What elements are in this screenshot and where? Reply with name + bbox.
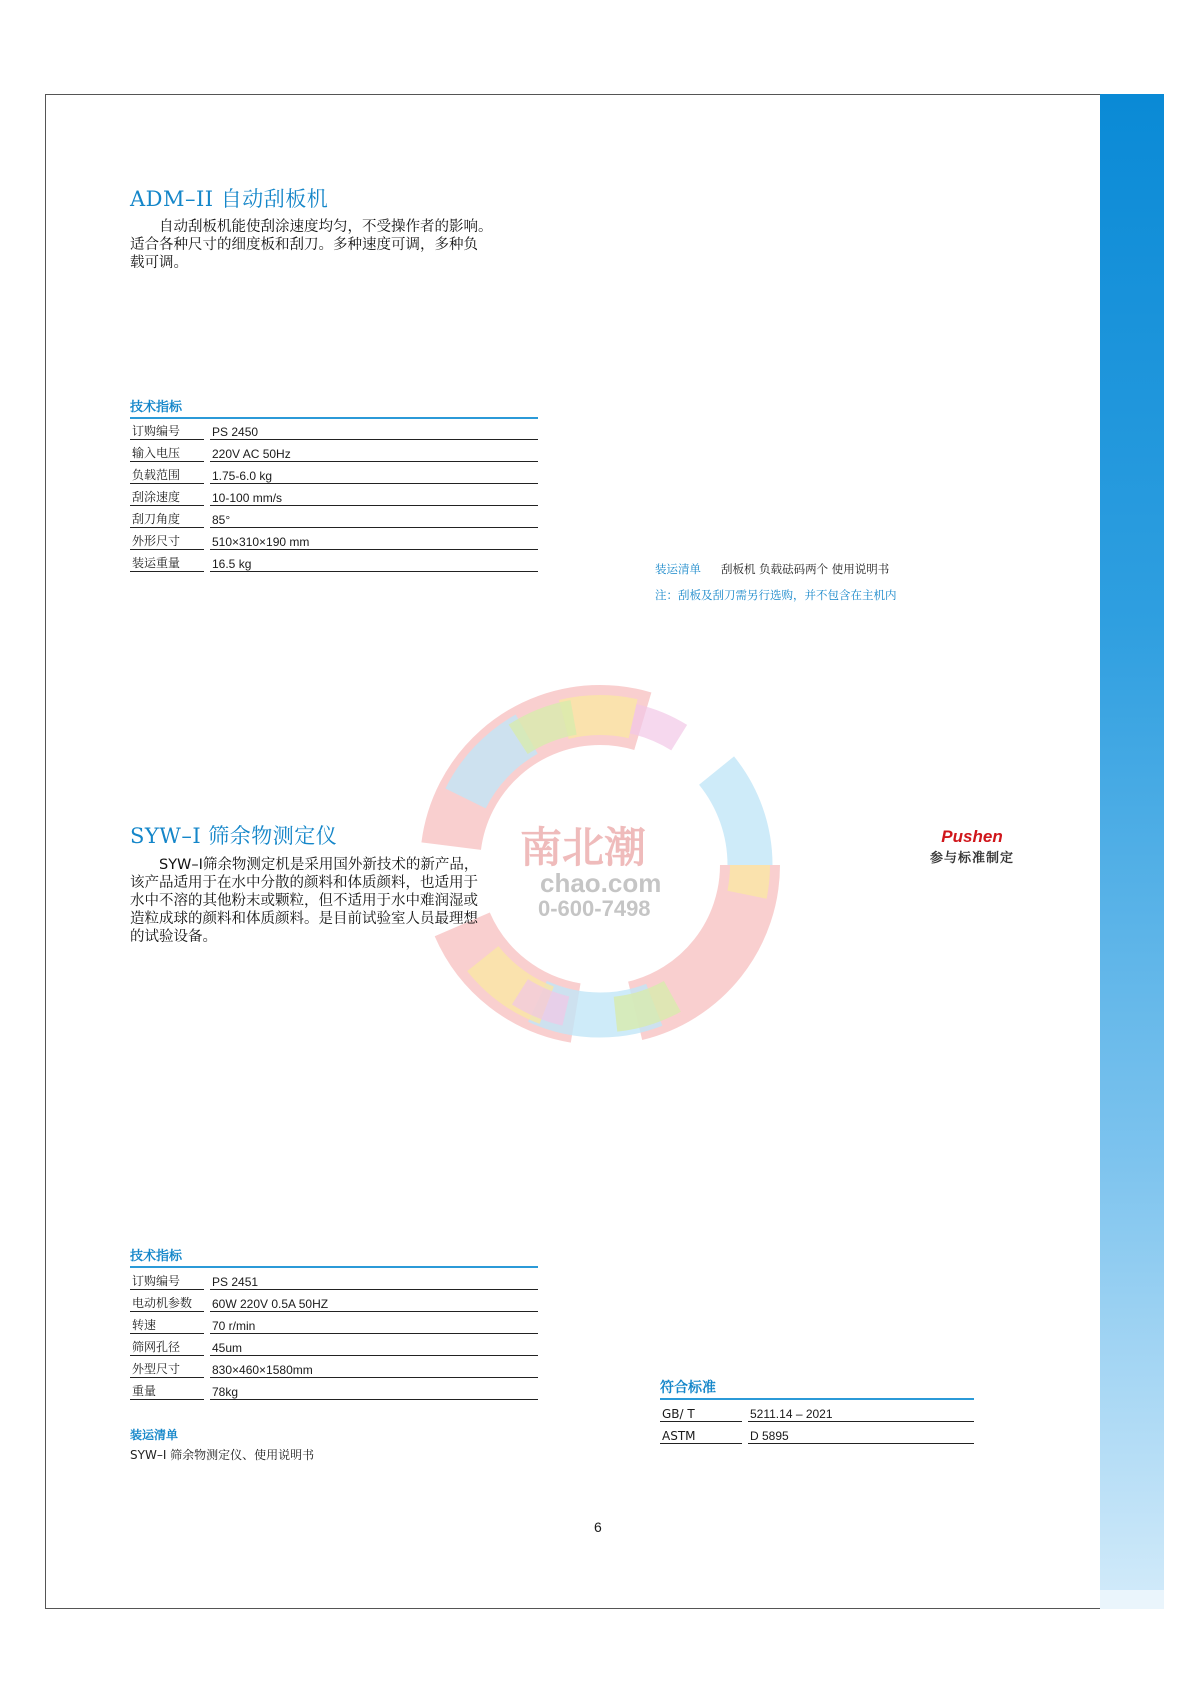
spec-value: 510×310×190 mm <box>210 528 538 550</box>
spec-value: 5211.14 – 2021 <box>748 1400 974 1422</box>
spec-key: 电动机参数 <box>130 1290 204 1312</box>
product-description-adm: 自动刮板机能使刮涂速度均匀，不受操作者的影响。 适合各种尺寸的细度板和刮刀。多种速度可调，多种负 载可调。 <box>130 219 493 271</box>
spec-value: 70 r/min <box>210 1312 538 1334</box>
shipping-list-items: 刮板机 负载砝码两个 使用说明书 <box>721 562 890 576</box>
spec-value: 1.75-6.0 kg <box>210 462 538 484</box>
specs-heading-syw: 技术指标 <box>130 1249 183 1264</box>
side-color-bar <box>1100 94 1164 1609</box>
product-description-syw: SYW–I筛余物测定机是采用国外新技术的新产品， 该产品适用于在水中分散的颜料和体质颜料，也适用于 水中不溶的其他粉末或颗粒，但不适用于水中难润湿或 造粒成球的颜料和体质颜料。是目前试验室人员最理想 的试验设备。 <box>130 857 479 945</box>
spec-value: 60W 220V 0.5A 50HZ <box>210 1290 538 1312</box>
spec-key: 外形尺寸 <box>130 528 204 550</box>
product-title-syw: SYW–I 筛余物测定仪 <box>130 824 338 848</box>
spec-key: 刮刀角度 <box>130 506 204 528</box>
shipping-list-items-syw: SYW–I 筛余物测定仪、使用说明书 <box>130 1448 315 1462</box>
spec-row <box>130 484 538 506</box>
spec-key: 外型尺寸 <box>130 1356 204 1378</box>
spec-key: 刮涂速度 <box>130 484 204 506</box>
standards-table <box>660 1400 974 1444</box>
spec-key: 筛网孔径 <box>130 1334 204 1356</box>
spec-value: 85° <box>210 506 538 528</box>
brand-block <box>930 827 1014 866</box>
spec-value: PS 2450 <box>210 418 538 440</box>
spec-key: 订购编号 <box>130 418 204 440</box>
spec-key: 订购编号 <box>130 1268 204 1290</box>
spec-row <box>130 550 538 572</box>
brand-tagline: 参与标准制定 <box>930 851 1015 866</box>
spec-row <box>130 1378 538 1400</box>
spec-key: 装运重量 <box>130 550 204 572</box>
spec-key: 转速 <box>130 1312 204 1334</box>
spec-row <box>130 506 538 528</box>
spec-row <box>130 462 538 484</box>
spec-value: 16.5 kg <box>210 550 538 572</box>
product-title-adm: ADM–II 自动刮板机 <box>130 187 329 211</box>
spec-value: 78kg <box>210 1378 538 1400</box>
watermark-name: 南北潮 <box>520 824 647 871</box>
side-bar-bottom <box>1100 1590 1164 1609</box>
standards-heading: 符合标准 <box>660 1380 716 1396</box>
spec-key: GB/ T <box>660 1400 742 1422</box>
spec-value: D 5895 <box>748 1422 974 1444</box>
spec-row <box>130 440 538 462</box>
spec-row <box>130 1268 538 1290</box>
specs-table-adm <box>130 418 538 572</box>
spec-value: 45um <box>210 1334 538 1356</box>
shipping-list-label: 装运清单 <box>655 562 701 576</box>
watermark-site: chao.com <box>540 868 662 898</box>
spec-key: 重量 <box>130 1378 204 1400</box>
shipping-list-adm <box>655 561 889 577</box>
spec-key: 负载范围 <box>130 462 204 484</box>
spec-key: ASTM <box>660 1422 742 1444</box>
specs-heading-adm: 技术指标 <box>130 400 183 415</box>
watermark-phone: 0-600-7498 <box>538 896 651 921</box>
specs-table-syw <box>130 1268 538 1400</box>
spec-value: PS 2451 <box>210 1268 538 1290</box>
shipping-list-label-syw: 装运清单 <box>130 1428 179 1442</box>
page-number: 6 <box>594 1519 602 1535</box>
pushen-logo: Pushen <box>941 827 1003 846</box>
spec-row <box>130 1334 538 1356</box>
spec-row <box>130 1290 538 1312</box>
spec-value: 10-100 mm/s <box>210 484 538 506</box>
spec-key: 输入电压 <box>130 440 204 462</box>
spec-row <box>130 418 538 440</box>
spec-value: 830×460×1580mm <box>210 1356 538 1378</box>
spec-value: 220V AC 50Hz <box>210 440 538 462</box>
standard-row <box>660 1400 974 1422</box>
spec-row <box>130 1312 538 1334</box>
accessory-note: 注：刮板及刮刀需另行选购，并不包含在主机内 <box>655 588 897 602</box>
spec-row <box>130 1356 538 1378</box>
spec-row <box>130 528 538 550</box>
standard-row <box>660 1422 974 1444</box>
